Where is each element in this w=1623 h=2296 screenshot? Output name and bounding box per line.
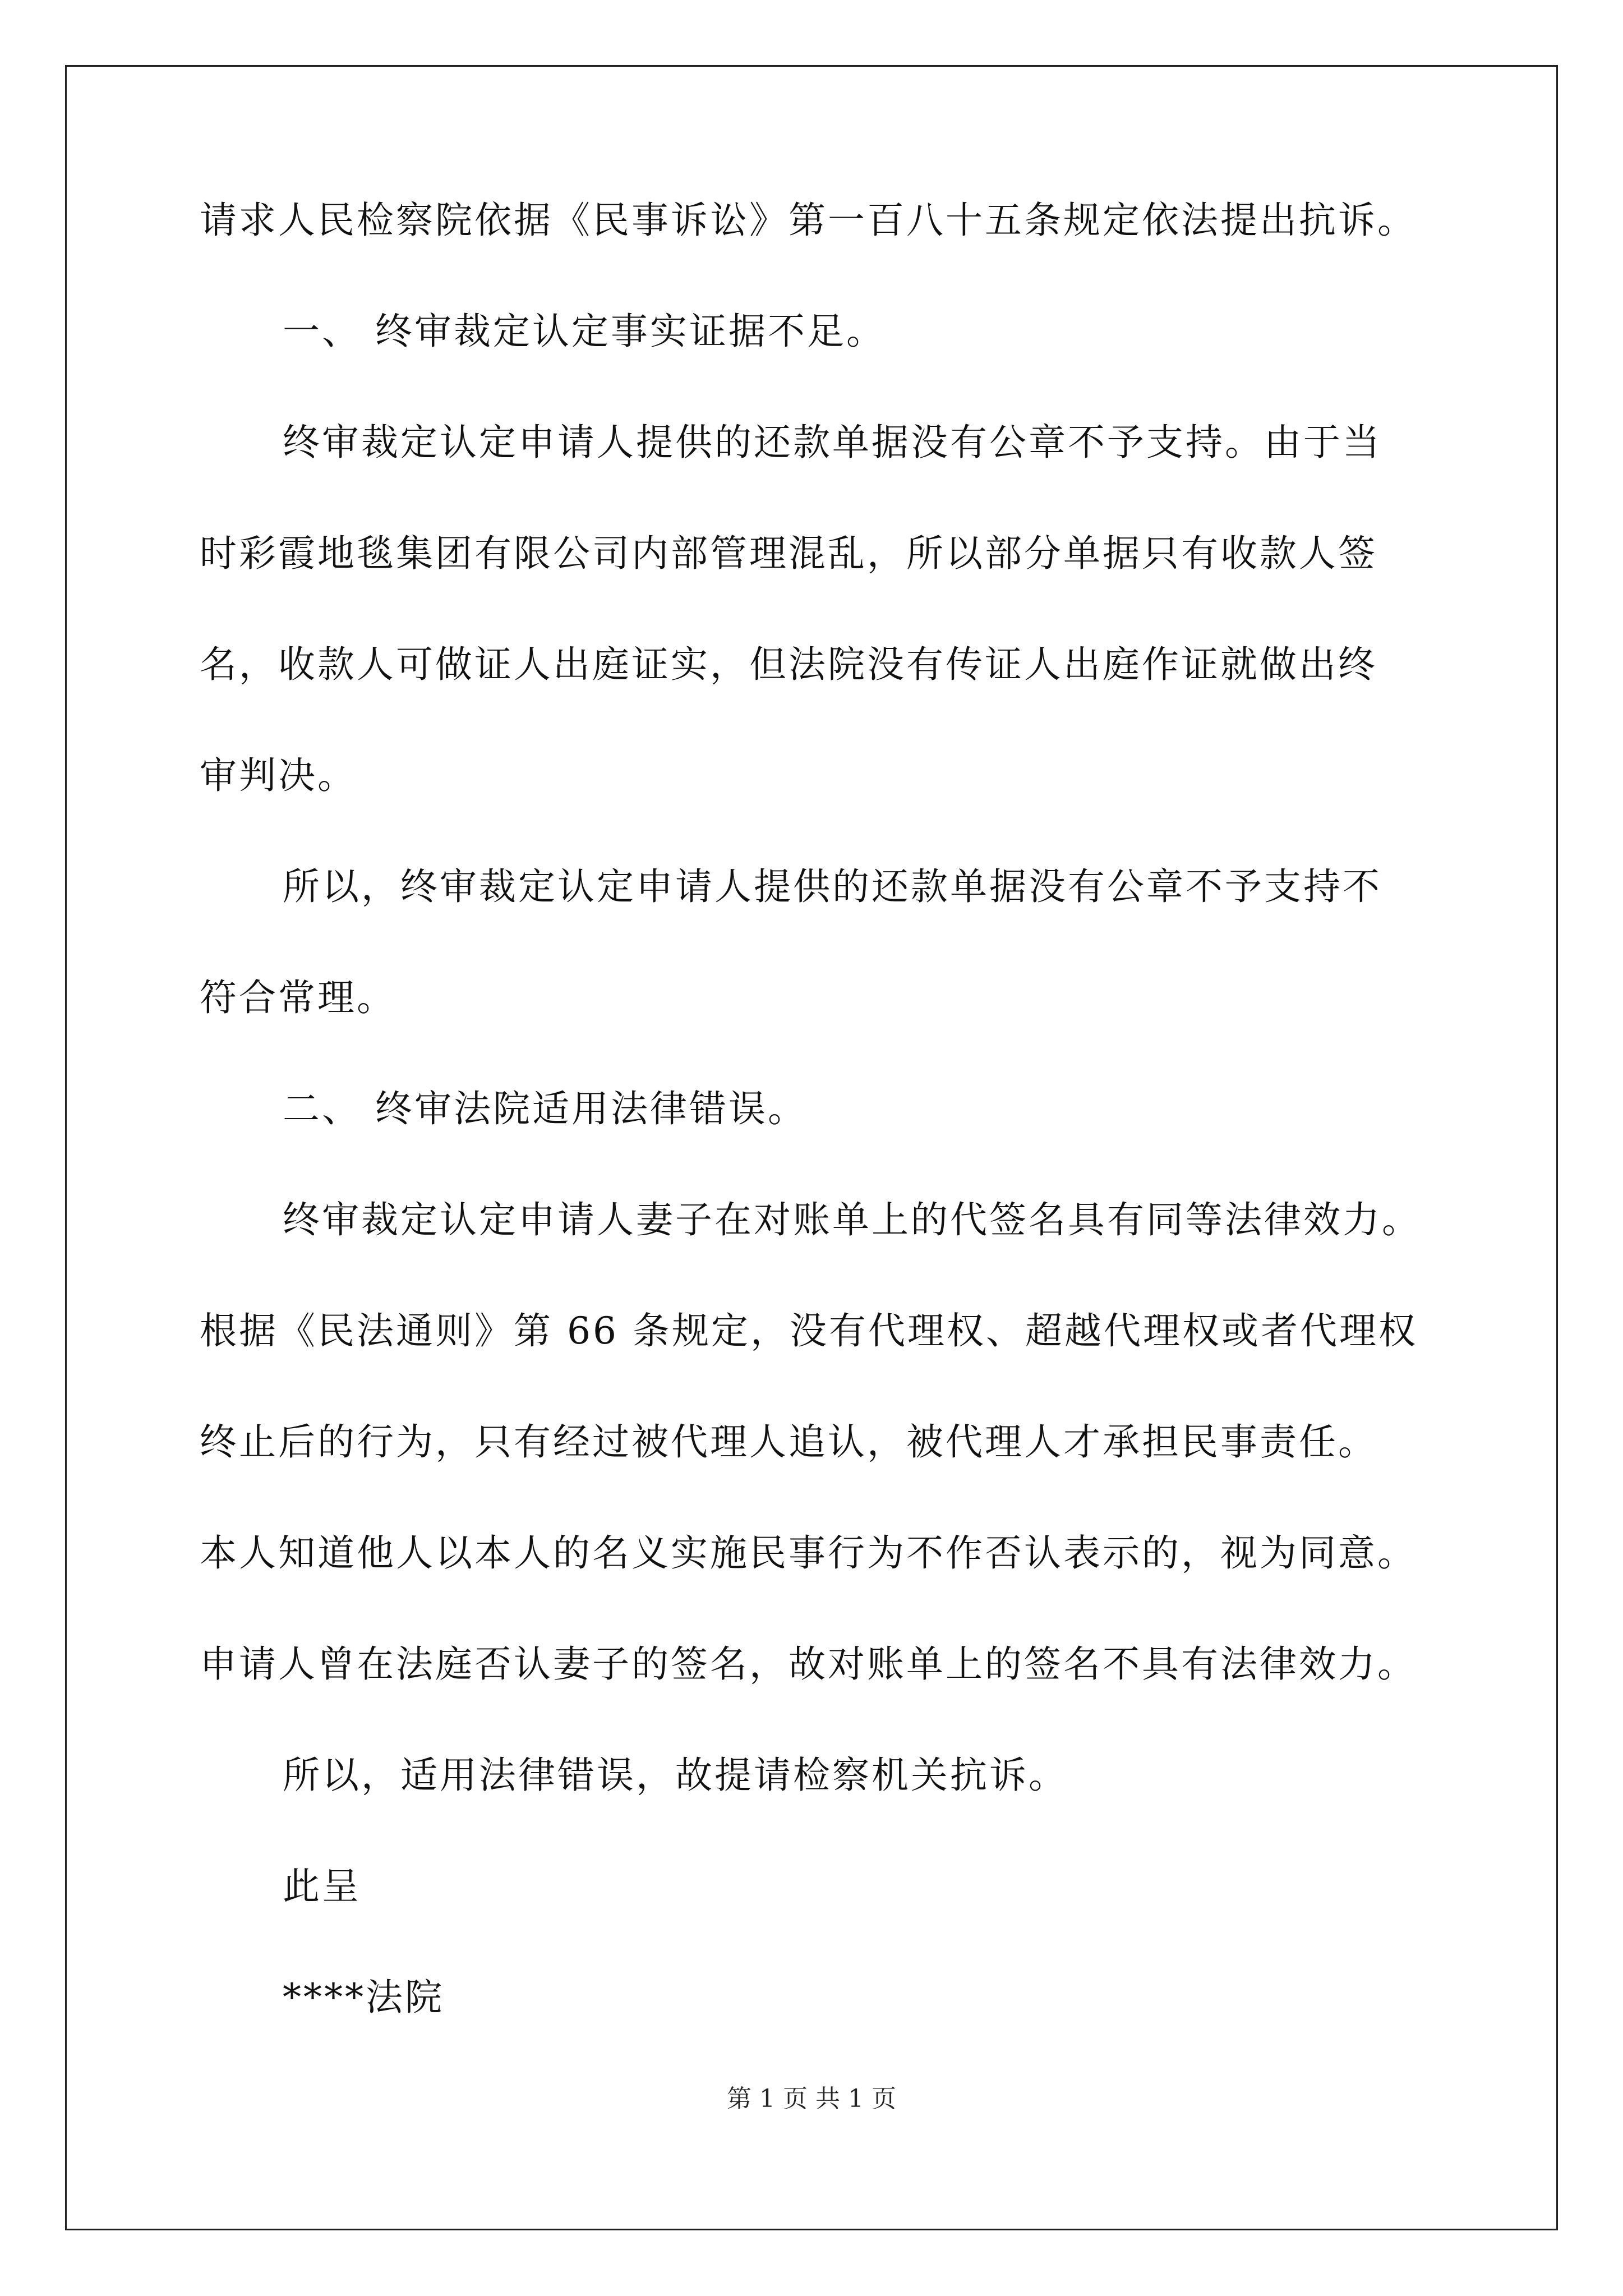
paragraph-line: 名，收款人可做证人出庭证实，但法院没有传证人出庭作证就做出终	[200, 643, 1377, 686]
closing-line: 此呈	[283, 1865, 361, 1908]
paragraph-line: 本人知道他人以本人的名义实施民事行为不作否认表示的，视为同意。	[200, 1531, 1417, 1575]
paragraph-line: 请求人民检察院依据《民事诉讼》第一百八十五条规定依法提出抗诉。	[200, 199, 1417, 242]
paragraph-line: 时彩霞地毯集团有限公司内部管理混乱，所以部分单据只有收款人签	[200, 532, 1377, 575]
paragraph-line: 终止后的行为，只有经过被代理人追认，被代理人才承担民事责任。	[200, 1420, 1377, 1464]
paragraph-line: 所以，终审裁定认定申请人提供的还款单据没有公章不予支持不	[283, 865, 1382, 908]
paragraph-line: 所以，适用法律错误，故提请检察机关抗诉。	[283, 1754, 1068, 1797]
section-heading: 二、 终审法院适用法律错误。	[283, 1087, 807, 1130]
recipient-line: ****法院	[283, 1976, 444, 2019]
paragraph-line: 终审裁定认定申请人提供的还款单据没有公章不予支持。由于当	[283, 421, 1382, 464]
page-number: 第 1 页 共 1 页	[727, 2085, 896, 2113]
section-heading: 一、 终审裁定认定事实证据不足。	[283, 310, 886, 353]
paragraph-line: 审判决。	[200, 754, 357, 797]
document-body	[200, 199, 1461, 2090]
paragraph-line: 终审裁定认定申请人妻子在对账单上的代签名具有同等法律效力。	[283, 1198, 1421, 1241]
paragraph-line: 申请人曾在法庭否认妻子的签名，故对账单上的签名不具有法律效力。	[200, 1642, 1417, 1686]
paragraph-line: 根据《民法通则》第 66 条规定，没有代理权、超越代理权或者代理权	[200, 1309, 1418, 1352]
paragraph-line: 符合常理。	[200, 976, 396, 1019]
